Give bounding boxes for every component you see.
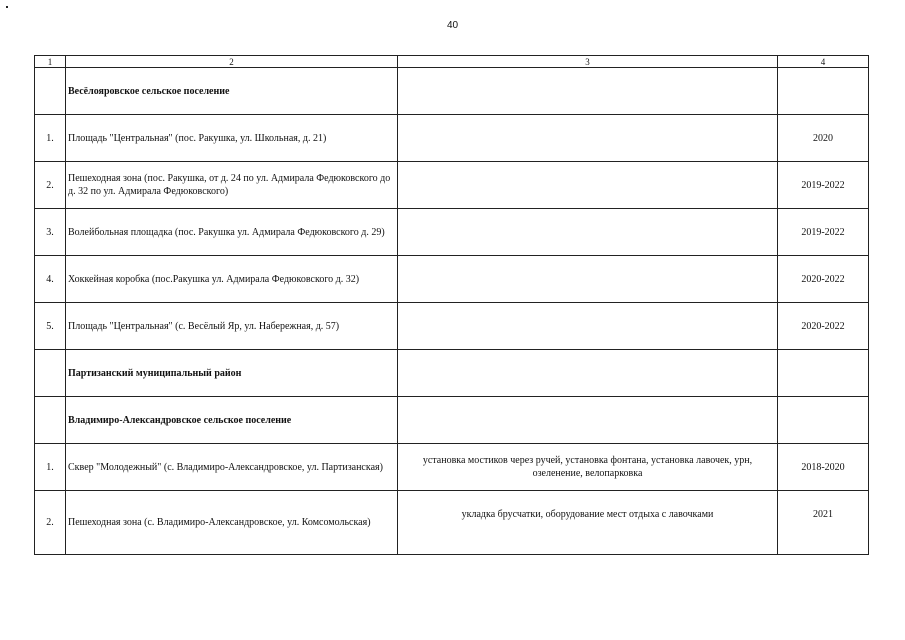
table-row — [35, 162, 869, 209]
row-object-name: Площадь "Центральная" (пос. Ракушка, ул. Школьная, д. 21) — [66, 115, 398, 162]
section-row — [35, 397, 869, 444]
table-row — [35, 256, 869, 303]
row-year — [778, 350, 869, 397]
row-number: 4. — [35, 256, 66, 303]
row-description — [398, 115, 778, 162]
row-year: 2019-2022 — [778, 162, 869, 209]
row-year — [778, 397, 869, 444]
row-object-name: Пешеходная зона (с. Владимиро-Александровское, ул. Комсомольская) — [66, 491, 398, 555]
row-number — [35, 350, 66, 397]
row-description: укладка брусчатки, оборудование мест отдыха с лавочками — [398, 491, 778, 555]
section-title: Владимиро-Александровское сельское поселение — [66, 397, 398, 444]
row-number — [35, 397, 66, 444]
row-description — [398, 397, 778, 444]
scan-speck — [6, 6, 8, 8]
section-title: Весёлояровское сельское поселение — [66, 68, 398, 115]
table-row — [35, 115, 869, 162]
header-cell-4: 4 — [778, 56, 869, 68]
table-header-row — [35, 56, 869, 68]
row-number: 2. — [35, 162, 66, 209]
section-row — [35, 68, 869, 115]
row-object-name: Сквер "Молодежный" (с. Владимиро-Александровское, ул. Партизанская) — [66, 444, 398, 491]
row-number: 2. — [35, 491, 66, 555]
row-year: 2020-2022 — [778, 303, 869, 350]
table-row — [35, 444, 869, 491]
row-year: 2019-2022 — [778, 209, 869, 256]
row-year: 2020 — [778, 115, 869, 162]
table-row — [35, 491, 869, 555]
header-cell-2: 2 — [66, 56, 398, 68]
row-description — [398, 350, 778, 397]
row-description — [398, 256, 778, 303]
row-description: установка мостиков через ручей, установка фонтана, установка лавочек, урн, озеленение, велопарковка — [398, 444, 778, 491]
row-description — [398, 209, 778, 256]
row-number: 5. — [35, 303, 66, 350]
table-row — [35, 209, 869, 256]
header-cell-3: 3 — [398, 56, 778, 68]
row-number: 1. — [35, 115, 66, 162]
section-title: Партизанский муниципальный район — [66, 350, 398, 397]
row-description — [398, 303, 778, 350]
row-description — [398, 68, 778, 115]
row-description — [398, 162, 778, 209]
header-cell-1: 1 — [35, 56, 66, 68]
page-number: 40 — [446, 20, 459, 31]
table-body — [35, 56, 869, 555]
row-object-name: Хоккейная коробка (пос.Ракушка ул. Адмирала Федюковского д. 32) — [66, 256, 398, 303]
section-row — [35, 350, 869, 397]
row-year — [778, 68, 869, 115]
row-year: 2020-2022 — [778, 256, 869, 303]
row-year: 2018-2020 — [778, 444, 869, 491]
row-number: 1. — [35, 444, 66, 491]
row-object-name: Пешеходная зона (пос. Ракушка, от д. 24 по ул. Адмирала Федюковского до д. 32 по ул. Адмирала Федюковского) — [66, 162, 398, 209]
data-table — [34, 55, 869, 555]
row-year: 2021 — [778, 491, 869, 555]
row-number — [35, 68, 66, 115]
row-number: 3. — [35, 209, 66, 256]
row-object-name: Волейбольная площадка (пос. Ракушка ул. Адмирала Федюковского д. 29) — [66, 209, 398, 256]
table-row — [35, 303, 869, 350]
row-object-name: Площадь "Центральная" (с. Весёлый Яр, ул. Набережная, д. 57) — [66, 303, 398, 350]
